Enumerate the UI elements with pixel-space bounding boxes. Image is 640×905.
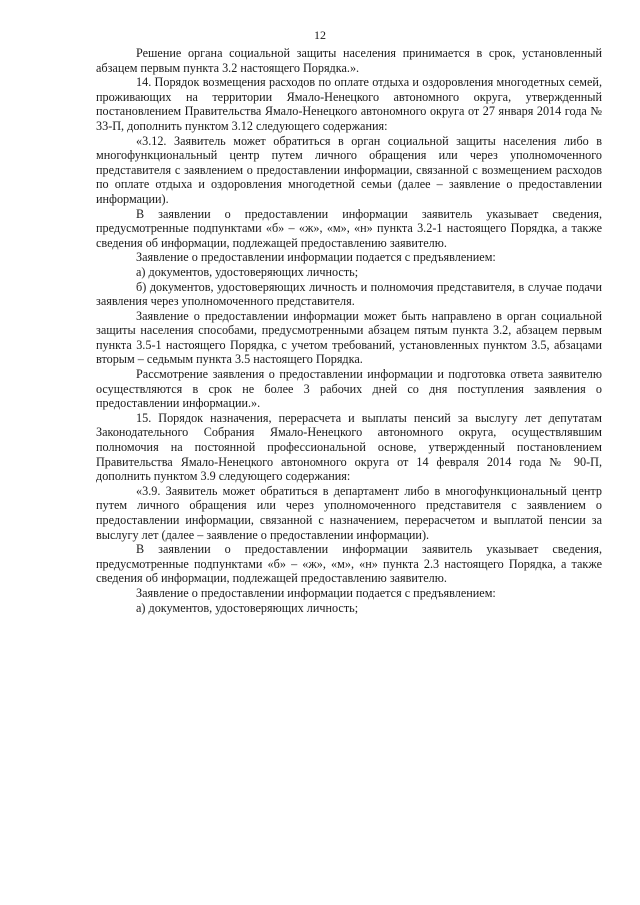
paragraph: Заявление о предоставлении информации подается с предъявлением:	[136, 585, 496, 600]
document-body	[96, 46, 602, 615]
paragraph: а) документов, удостоверяющих личность;	[136, 600, 359, 615]
paragraph: «3.9. Заявитель может обратиться в департамент либо в многофункциональный центр путем личного обращения или через уполномоченного представителя с заявлением о предоставлении информации, связанной с назначением, перерасчетом и выплатой пенсии за выслугу лет (далее – заявление о предоставлении информации).	[96, 483, 602, 542]
paragraph: 15. Порядок назначения, перерасчета и выплаты пенсий за выслугу лет депутатам Законодательного Собрания Ямало-Ненецкого автономного округа, осуществлявшим полномочия на постоянной профессиональной основе, утвержденный постановлением Правительства Ямало-Ненецкого автономного округа от 14 февраля 2014 года № 90-П, дополнить пунктом 3.9 следующего содержания:	[96, 410, 602, 484]
paragraph: В заявлении о предоставлении информации заявитель указывает сведения, предусмотренные подпунктами «б» – «ж», «м», «н» пункта 2.3 настоящего Порядка, а также сведения об информации, подлежащей предоставлению заявителю.	[96, 542, 602, 586]
paragraph: Рассмотрение заявления о предоставлении информации и подготовка ответа заявителю осуществляются в срок не более 3 рабочих дней со дня поступления заявления о предоставлении информации.».	[96, 367, 602, 411]
paragraph: б) документов, удостоверяющих личность и полномочия представителя, в случае подачи заявления через уполномоченного представителя.	[96, 279, 602, 309]
paragraph: В заявлении о предоставлении информации заявитель указывает сведения, предусмотренные подпунктами «б» – «ж», «м», «н» пункта 3.2-1 настоящего Порядка, а также сведения об информации, подлежащей предоставлению заявителю.	[96, 206, 602, 250]
paragraph: 14. Порядок возмещения расходов по оплате отдыха и оздоровления многодетных семей, проживающих на территории Ямало-Ненецкого автономного округа, утвержденный постановлением Правительства Ямало-Ненецкого автономного округа от 27 января 2014 года № 33-П, дополнить пунктом 3.12 следующего содержания:	[96, 75, 602, 133]
paragraph: Заявление о предоставлении информации может быть направлено в орган социальной защиты населения способами, предусмотренными абзацем пятым пункта 3.2, абзацем первым пункта 3.5-1 настоящего Порядка, с учетом требований, установленных пунктом 3.5, абзацами вторым – седьмым пункта 3.5 настоящего Порядка.	[96, 308, 602, 367]
paragraph: Решение органа социальной защиты населения принимается в срок, установленный абзацем первым пункта 3.2 настоящего Порядка.».	[96, 46, 602, 75]
paragraph: а) документов, удостоверяющих личность;	[136, 264, 359, 279]
paragraph: Заявление о предоставлении информации подается с предъявлением:	[136, 250, 496, 265]
paragraph: «3.12. Заявитель может обратиться в орган социальной защиты населения либо в многофункциональный центр путем личного обращения или через уполномоченного представителя с заявлением о предоставлении информации, связанной с возмещением расходов по оплате отдыха и оздоровления многодетной семьи (далее – заявление о предоставлении информации).	[96, 133, 602, 206]
page-number: 12	[314, 28, 326, 42]
